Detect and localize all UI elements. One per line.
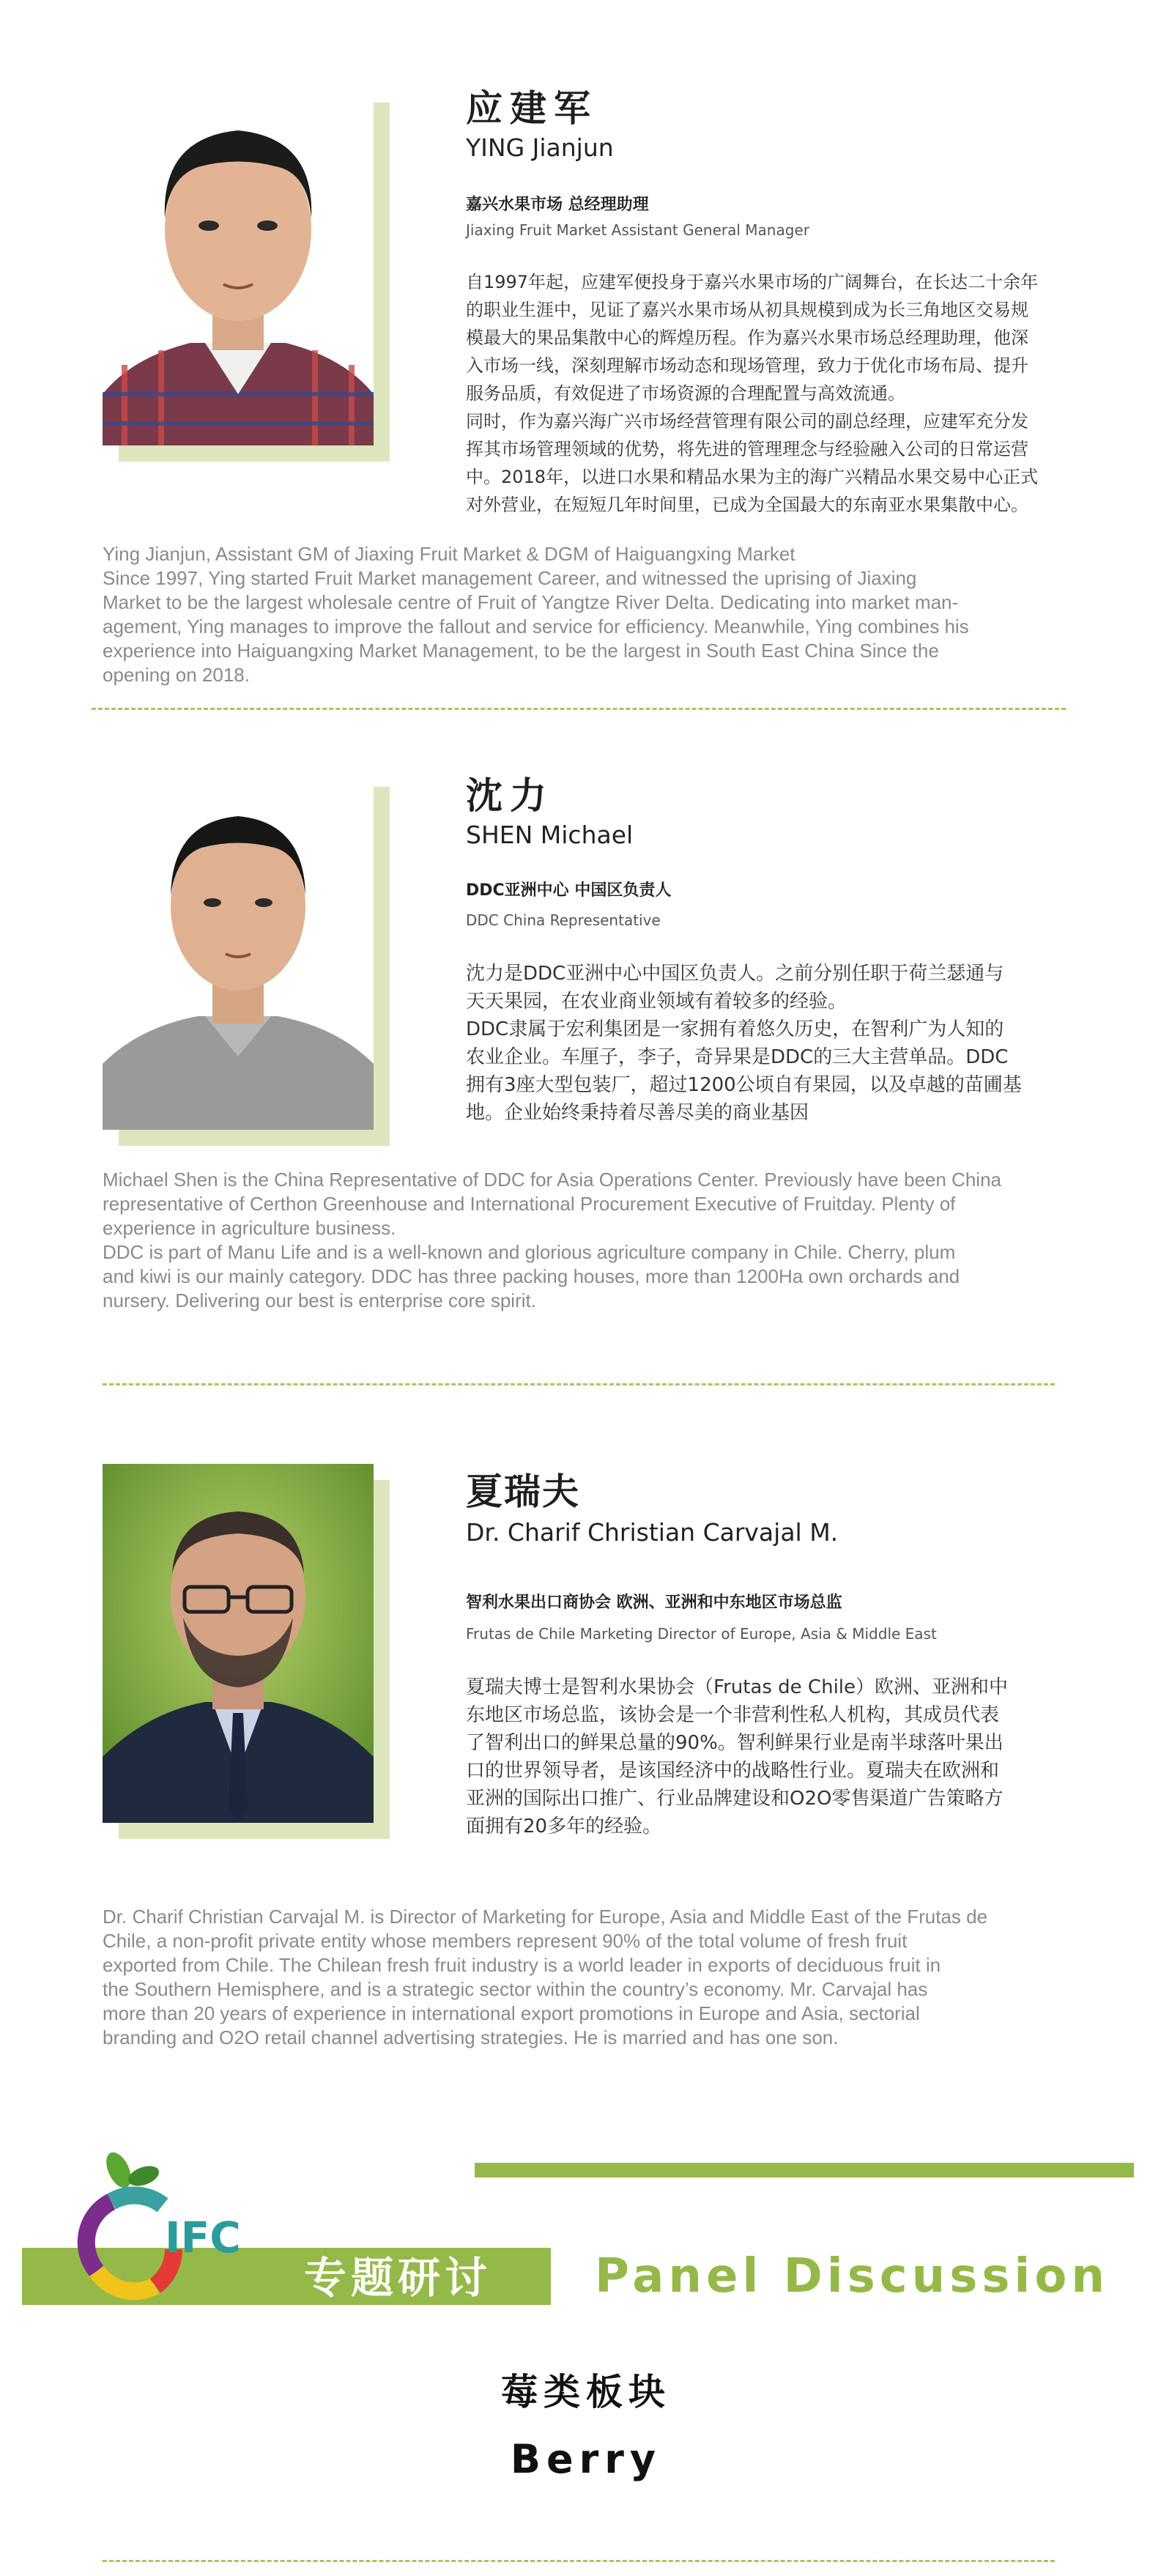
person-name-en: YING Jianjun [466,133,614,162]
person-bio-cn: 夏瑞夫博士是智利水果协会（Frutas de Chile）欧洲、亚洲和中 东地区市场总监，该协会是一个非营利性私人机构，其成员代表 了智利出口的鲜果总量的90%。智利鲜果行业是南半球落叶果出 口的世界领导者，是该国经济中的战略性行业。夏瑞夫在欧洲和 亚洲的国际出口推广、行业品牌建设和O2O零售渠道广告策略方 面拥有20多年的经验。 [466,1676,1009,1837]
bottom-divider [103,2560,1055,2562]
portrait-shen [103,771,374,1130]
person-role-en: DDC China Representative [466,911,661,929]
portrait-ying [103,86,374,445]
banner-title-en: Panel Discussion [595,2249,1109,2303]
banner-title-cn: 专题研讨 [304,2253,492,2303]
person-role-cn: 嘉兴水果市场 总经理助理 [466,196,649,214]
person-name-cn: 应建军 [466,87,598,130]
person-name-cn: 沈力 [466,774,554,817]
section-divider [103,1383,1055,1385]
person-role-en: Frutas de Chile Marketing Director of Europe, Asia & Middle East [466,1625,937,1643]
portrait-photo [103,771,374,1130]
topic-title-cn: 莓类板块 [501,2371,671,2413]
person-bio-en: Michael Shen is the China Representative of DDC for Asia Operations Center. Previously have been China representative of Certhon Greenhouse and International Procurement Executive of Fruitday. Plenty of experience in agriculture business. DDC is part of Manu Life and is a well-known and glorious agriculture company in Chile. Cherry, plum and kiwi is our mainly category. DDC has three packing houses, more than 1200Ha own orchards and nursery. Delivering our best is enterprise core spirit. [103,1169,1001,1311]
banner-top-bar [475,2163,1134,2177]
person-role-en: Jiaxing Fruit Market Assistant General Manager [466,221,809,239]
person-role-cn: 智利水果出口商协会 欧洲、亚洲和中东地区市场总监 [466,1594,842,1612]
logo-text: IFC [165,2213,241,2262]
person-bio-en: Dr. Charif Christian Carvajal M. is Director of Marketing for Europe, Asia and Middle East of the Frutas de Chile, a non-profit private entity whose members represent 90% of the total volume of fresh fruit exported from Chile. The Chilean fresh fruit industry is a world leader in exports of deciduous fruit in the Southern Hemisphere, and is a strategic sector within the country’s economy. Mr. Carvajal has more than 20 years of experience in international export promotions in Europe and Asia, sectorial branding and O2O retail channel advertising strategies. He is married and has one son. [103,1906,988,2048]
portrait-photo [103,1464,374,1823]
person-bio-cn: 沈力是DDC亚洲中心中国区负责人。之前分别任职于荷兰瑟通与 天天果园，在农业商业领域有着较多的经验。 DDC隶属于宏利集团是一家拥有着悠久历史，在智利广为人知的 农业企业。车厘子，李子，奇异果是DDC的三大主营单品。DDC 拥有3座大型包装厂，超过1200公顷自有果园，以及卓越的苗圃基 地。企业始终秉持着尽善尽美的商业基因 [466,963,1022,1124]
person-role-cn: DDC亚洲中心 中国区负责人 [466,881,672,900]
portrait-carvajal [103,1464,374,1823]
section-divider [92,708,1066,710]
person-name-en: SHEN Michael [466,821,634,849]
person-name-cn: 夏瑞夫 [466,1470,580,1513]
person-name-en: Dr. Charif Christian Carvajal M. [466,1518,839,1547]
portrait-photo [103,86,374,445]
person-bio-en: Ying Jianjun, Assistant GM of Jiaxing Fruit Market & DGM of Haiguangxing Market Since 1997, Ying started Fruit Market management Career, and witnessed the uprising of Jiaxing Market to be the largest wholesale centre of Fruit of Yangtze River Delta. Dedicating into market man- agement, Ying manages to improve the fallout and service for efficiency. Meanwhile, Ying combines his experience into Haiguangxing Market Management, to be the largest in South East China Since the opening on 2018. [103,543,969,686]
topic-title-en: Berry [510,2436,662,2482]
person-bio-cn: 自1997年起，应建军便投身于嘉兴水果市场的广阔舞台，在长达二十余年 的职业生涯中，见证了嘉兴水果市场从初具规模到成为长三角地区交易规 模最大的果品集散中心的辉煌历程。作为嘉兴水果市场总经理助理，他深 入市场一线，深刻理解市场动态和现场管理，致力于优化市场布局、提升 服务品质，有效促进了市场资源的合理配置与高效流通。 同时，作为嘉兴海广兴市场经营管理有限公司的副总经理，应建军充分发 挥其市场管理领域的优势，将先进的管理理念与经验融入公司的日常运营 中。2018年，以进口水果和精品水果为主的海广兴精品水果交易中心正式 对外营业，在短短几年时间里，已成为全国最大的东南亚水果集散中心。 [466,272,1039,515]
